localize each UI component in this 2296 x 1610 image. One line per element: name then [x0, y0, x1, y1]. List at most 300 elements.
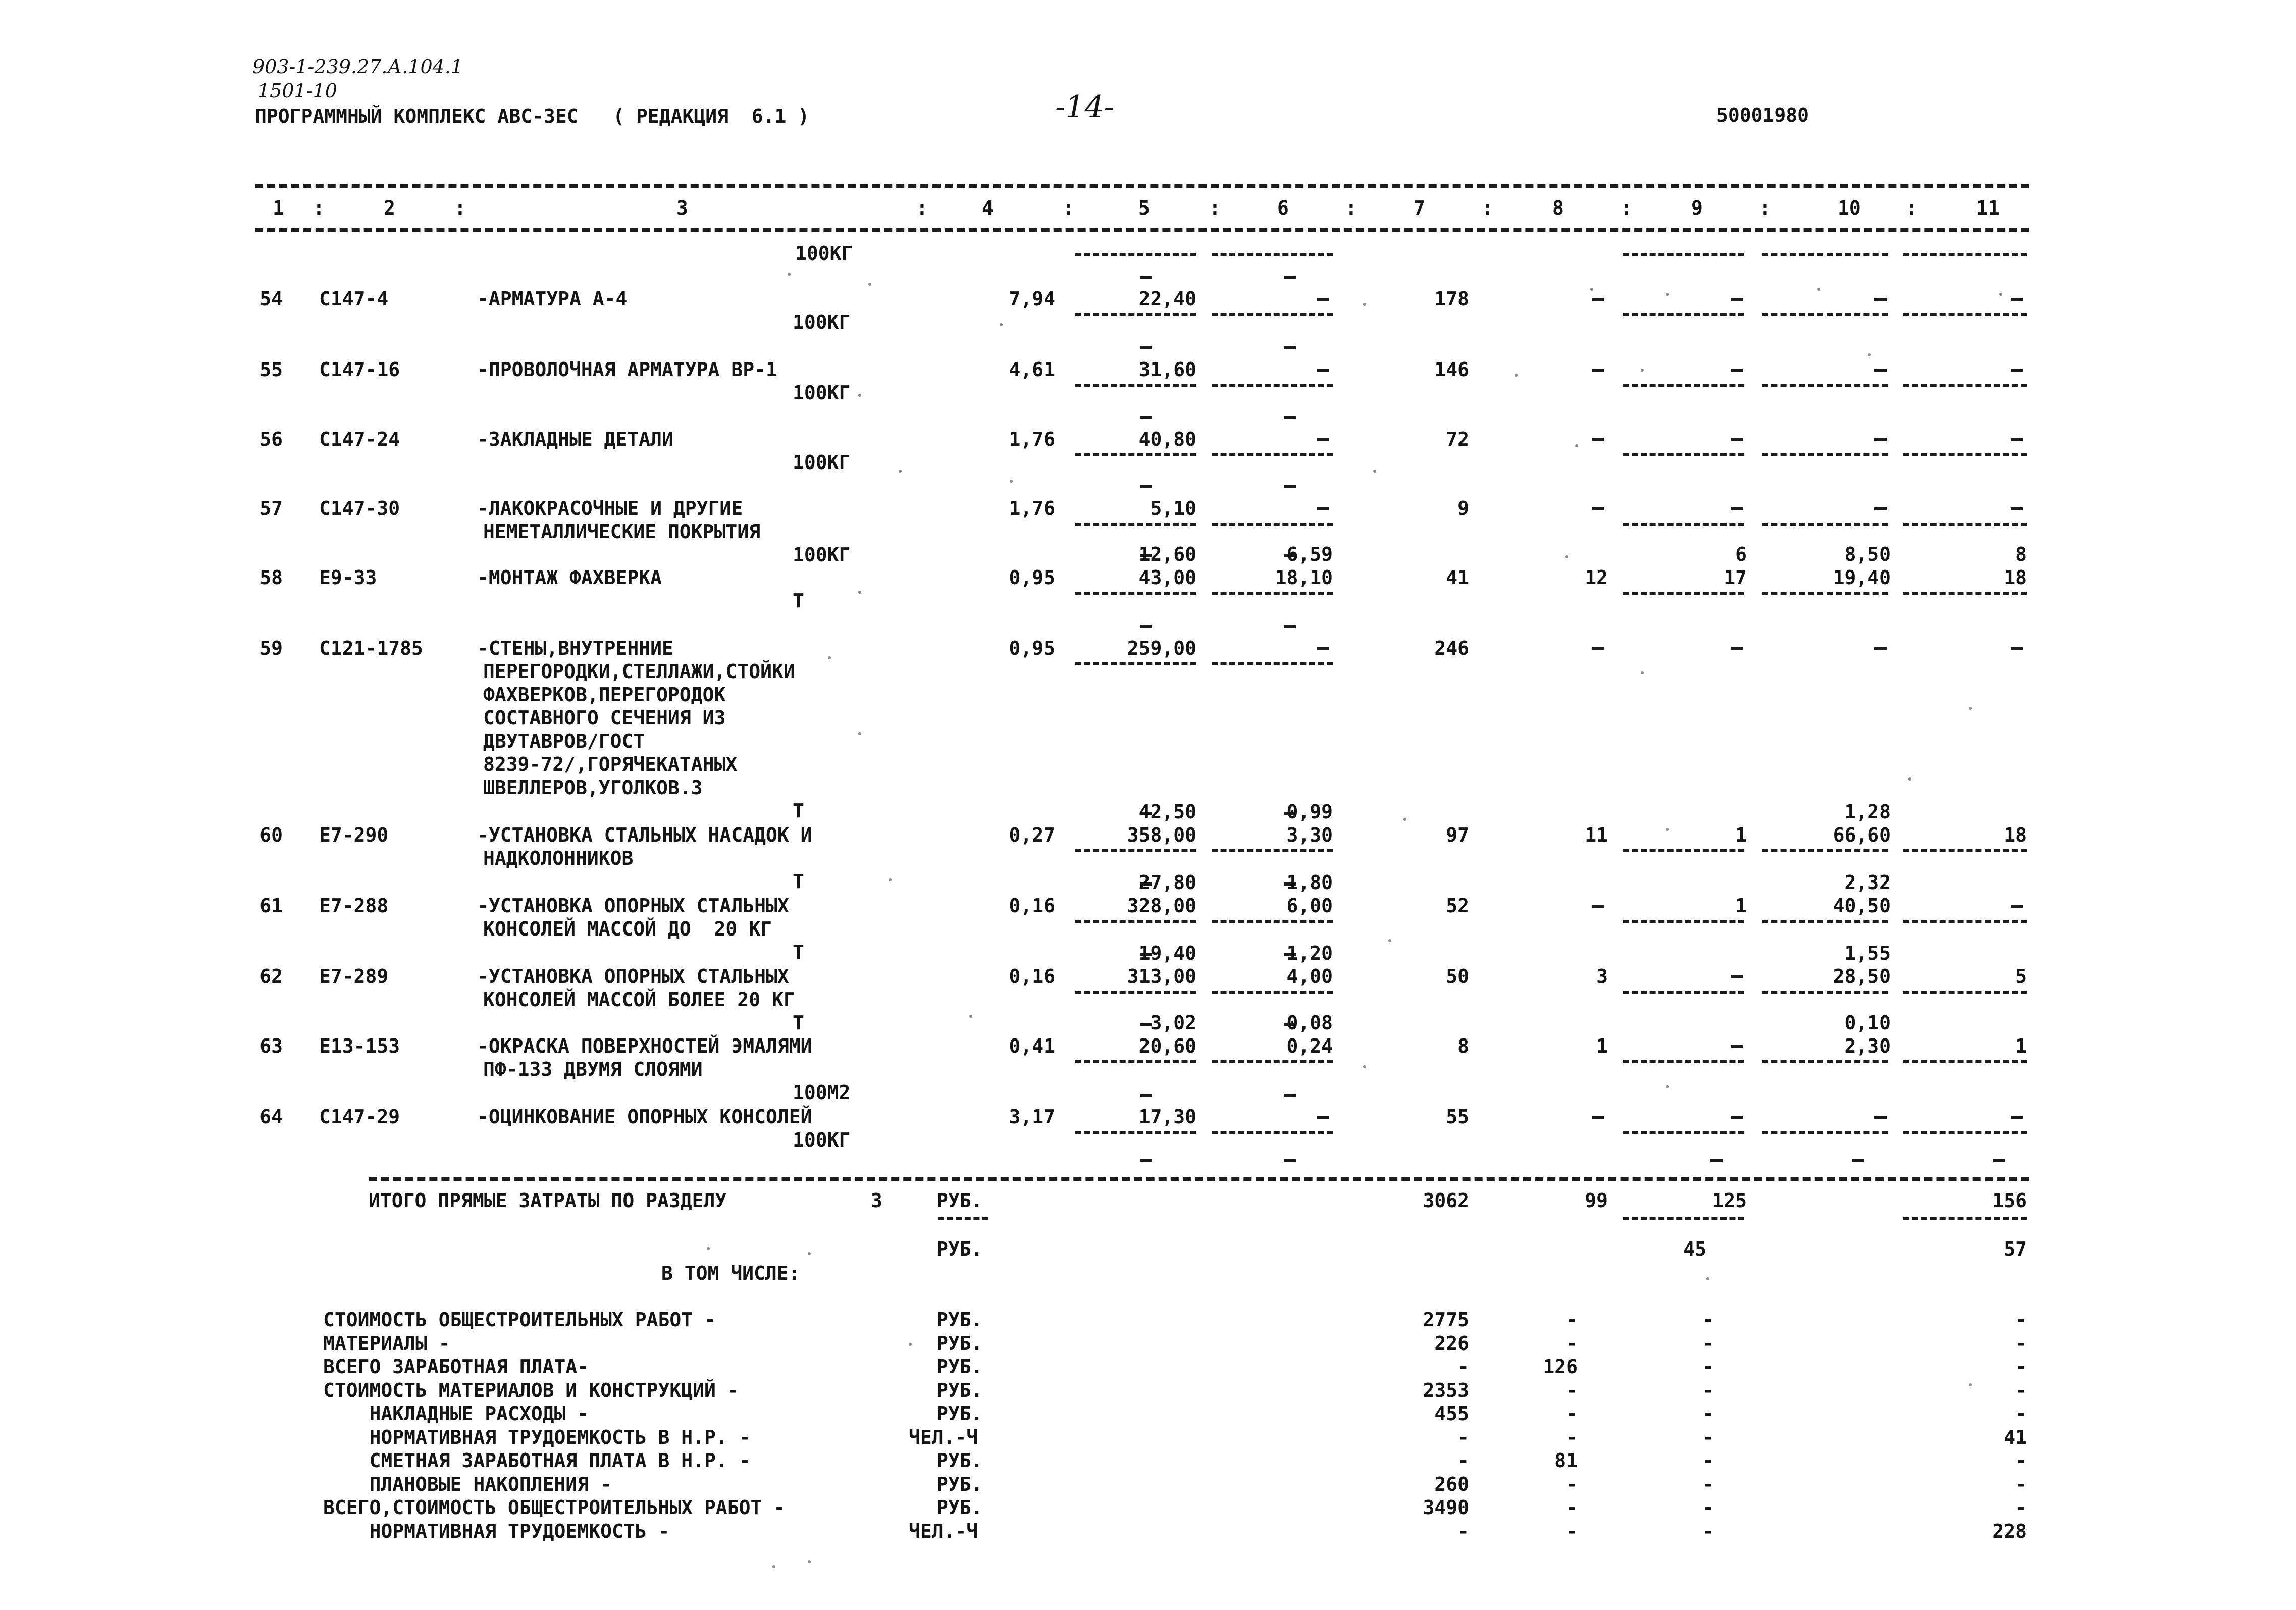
row-number: 64 — [259, 1106, 283, 1128]
totals-c7: 3062 — [1423, 1189, 1469, 1212]
cell-c8: 11 — [1585, 824, 1608, 846]
cell-c7: 246 — [1434, 637, 1469, 659]
value-rule — [1212, 849, 1333, 852]
column-header-9: 9 — [1691, 197, 1703, 219]
breakdown-c9: - — [1702, 1426, 1714, 1448]
cell-c8: 3 — [1596, 965, 1608, 988]
row-description: КОНСОЛЕЙ МАССОЙ ДО 20 КГ — [483, 918, 772, 940]
value-rule — [1623, 253, 1744, 256]
value-rule — [1903, 592, 2027, 595]
value-rule — [1623, 523, 1744, 526]
scan-speck — [1565, 555, 1568, 558]
value-rule — [1212, 1060, 1333, 1063]
unit-label: 100КГ — [793, 382, 851, 404]
scan-speck — [1969, 707, 1972, 710]
scan-speck — [858, 732, 861, 735]
cell-sub-c10: 1,28 — [1844, 801, 1891, 823]
column-separator: : — [1482, 197, 1493, 219]
including-heading: В ТОМ ЧИСЛЕ: — [661, 1262, 800, 1284]
row-description: КОНСОЛЕЙ МАССОЙ БОЛЕЕ 20 КГ — [483, 989, 795, 1011]
column-header-2: 2 — [384, 197, 395, 219]
cell-c11: 18 — [2004, 824, 2027, 846]
cell-sub-c6: 0,08 — [1286, 1012, 1333, 1034]
dash-mark — [1140, 1094, 1152, 1097]
value-rule — [1903, 453, 2027, 456]
value-rule — [1903, 313, 2027, 316]
value-rule — [1903, 920, 2027, 923]
breakdown-unit: РУБ. — [936, 1496, 983, 1519]
value-rule — [1903, 1131, 2027, 1134]
cell-c4: 0,27 — [1009, 824, 1055, 846]
value-rule — [1212, 991, 1333, 994]
cell-c5: 313,00 — [1127, 965, 1196, 988]
row-description: ПФ-133 ДВУМЯ СЛОЯМИ — [483, 1058, 703, 1080]
value-rule — [1075, 1131, 1196, 1134]
value-rule — [1762, 384, 1888, 387]
dash-mark — [1140, 625, 1152, 628]
scan-speck — [899, 470, 902, 473]
breakdown-c8: - — [1566, 1332, 1578, 1355]
dash-mark — [1284, 1094, 1296, 1097]
scan-speck — [1666, 293, 1669, 296]
row-number: 59 — [259, 637, 283, 659]
row-number: 58 — [259, 566, 283, 589]
row-number: 62 — [259, 965, 283, 988]
cell-c4: 0,41 — [1009, 1035, 1055, 1057]
cell-c8: 1 — [1596, 1035, 1608, 1057]
value-rule — [1623, 849, 1744, 852]
cell-sub-c5: 27,80 — [1138, 871, 1196, 894]
scan-speck — [1000, 323, 1003, 326]
cell-c6: 3,30 — [1286, 824, 1333, 846]
row-description: -СТЕНЫ,ВНУТРЕННИЕ — [477, 637, 673, 659]
breakdown-c11: - — [2015, 1403, 2027, 1425]
column-header-6: 6 — [1277, 197, 1289, 219]
breakdown-c8: - — [1566, 1403, 1578, 1425]
row-description: -АРМАТУРА А-4 — [477, 288, 628, 310]
totals-sub-unit: РУБ. — [936, 1238, 983, 1260]
dash-mark — [1140, 276, 1152, 279]
cell-c4: 1,76 — [1009, 428, 1055, 450]
scan-speck — [1641, 369, 1644, 372]
scan-speck — [1868, 353, 1871, 356]
breakdown-c7: 260 — [1434, 1473, 1469, 1495]
cell-sub-c6: 1,20 — [1286, 942, 1333, 964]
column-header-1: 1 — [273, 197, 284, 219]
breakdown-unit: РУБ. — [936, 1379, 983, 1401]
value-rule — [1623, 313, 1744, 316]
column-header-4: 4 — [982, 197, 994, 219]
dash-mark — [1284, 346, 1296, 349]
cell-sub-c6: 6,59 — [1286, 543, 1333, 565]
value-rule — [1903, 523, 2027, 526]
scan-speck — [1666, 828, 1669, 831]
cell-c5: 259,00 — [1127, 637, 1196, 659]
breakdown-label: СТОИМОСТЬ ОБЩЕСТРОИТЕЛЬНЫХ РАБОТ - — [323, 1309, 716, 1331]
totals-c8: 99 — [1585, 1189, 1608, 1212]
value-rule — [1075, 991, 1196, 994]
breakdown-c8: - — [1566, 1496, 1578, 1519]
row-number: 57 — [259, 497, 283, 520]
empty-cell-dash — [2011, 905, 2023, 908]
breakdown-unit: РУБ. — [936, 1403, 983, 1425]
breakdown-c8: - — [1566, 1426, 1578, 1448]
value-rule — [1075, 313, 1196, 316]
row-number: 61 — [259, 895, 283, 917]
breakdown-label: НОРМАТИВНАЯ ТРУДОЕМКОСТЬ - — [323, 1520, 670, 1542]
cell-sub-c11: 8 — [2015, 543, 2027, 565]
scan-speck — [858, 591, 861, 594]
breakdown-unit: РУБ. — [936, 1332, 983, 1355]
breakdown-label: ПЛАНОВЫЕ НАКОПЛЕНИЯ - — [323, 1473, 612, 1495]
value-rule — [1075, 1060, 1196, 1063]
column-separator: : — [1621, 197, 1632, 219]
column-header-11: 11 — [1976, 197, 2000, 219]
value-rule — [1212, 920, 1333, 923]
totals-sub-c11: 57 — [2004, 1238, 2027, 1260]
cell-c4: 0,95 — [1009, 566, 1055, 589]
breakdown-unit: ЧЕЛ.-Ч — [909, 1520, 978, 1542]
totals-section-number: 3 — [871, 1189, 882, 1212]
cell-c11: 18 — [2004, 566, 2027, 589]
empty-cell-dash — [1317, 369, 1329, 372]
empty-cell-dash — [2011, 369, 2023, 372]
empty-cell-dash — [2011, 647, 2023, 650]
cell-c11: 1 — [2015, 1035, 2027, 1057]
empty-cell-dash — [1592, 369, 1604, 372]
breakdown-c8: 126 — [1543, 1356, 1578, 1378]
row-code: С147-16 — [319, 358, 400, 381]
value-rule — [1623, 384, 1744, 387]
handwritten-sheet-code: 1501-10 — [257, 80, 337, 102]
empty-cell-dash — [1731, 298, 1743, 301]
scan-speck — [1641, 671, 1644, 674]
scan-speck — [858, 394, 861, 397]
breakdown-c11: 41 — [2004, 1426, 2027, 1448]
cell-c9: 1 — [1735, 895, 1747, 917]
row-description: -ЛАКОКРАСОЧНЫЕ И ДРУГИЕ — [477, 497, 743, 520]
column-separator: : — [454, 197, 466, 219]
value-rule — [1762, 313, 1888, 316]
empty-cell-dash — [1317, 1116, 1329, 1119]
scan-speck — [1969, 1383, 1972, 1386]
scan-speck — [1706, 1277, 1709, 1280]
unit-label: 100КГ — [793, 544, 851, 566]
cell-c5: 5,10 — [1150, 497, 1196, 520]
row-code: Е9-33 — [319, 566, 377, 589]
value-rule — [1762, 1060, 1888, 1063]
empty-cell-dash — [1731, 507, 1743, 510]
value-rule — [1075, 523, 1196, 526]
cell-c7: 97 — [1446, 824, 1469, 846]
scan-speck — [1908, 777, 1911, 781]
row-code: С147-4 — [319, 288, 389, 310]
cell-c4: 3,17 — [1009, 1106, 1055, 1128]
empty-cell-dash — [1592, 438, 1604, 441]
empty-cell-dash — [1731, 647, 1743, 650]
empty-cell-dash — [1874, 369, 1887, 372]
row-description: НЕМЕТАЛЛИЧЕСКИЕ ПОКРЫТИЯ — [483, 521, 761, 543]
totals-rule — [369, 1177, 2029, 1181]
cell-c7: 146 — [1434, 358, 1469, 381]
row-number: 54 — [259, 288, 283, 310]
breakdown-c9: - — [1702, 1449, 1714, 1472]
cell-c4: 0,16 — [1009, 895, 1055, 917]
row-description: -МОНТАЖ ФАХВЕРКА — [477, 566, 662, 589]
breakdown-c11: 228 — [1992, 1520, 2027, 1542]
row-description: -ОКРАСКА ПОВЕРХНОСТЕЙ ЭМАЛЯМИ — [477, 1035, 812, 1057]
value-rule — [1762, 453, 1888, 456]
empty-cell-dash — [1592, 905, 1604, 908]
breakdown-label: НОРМАТИВНАЯ ТРУДОЕМКОСТЬ В Н.Р. - — [323, 1426, 751, 1448]
breakdown-c8: - — [1566, 1520, 1578, 1542]
value-rule — [1075, 920, 1196, 923]
column-separator: : — [1906, 197, 1917, 219]
cell-sub-c5: 12,60 — [1138, 543, 1196, 565]
scan-speck — [868, 283, 871, 286]
cell-c7: 55 — [1446, 1106, 1469, 1128]
breakdown-c7: 3490 — [1423, 1496, 1469, 1519]
value-rule — [1762, 991, 1888, 994]
row-description: НАДКОЛОННИКОВ — [483, 847, 634, 869]
breakdown-label: ВСЕГО,СТОИМОСТЬ ОБЩЕСТРОИТЕЛЬНЫХ РАБОТ - — [323, 1496, 786, 1519]
cell-sub-c5: 3,02 — [1150, 1012, 1196, 1034]
breakdown-c8: - — [1566, 1309, 1578, 1331]
value-rule — [1762, 1131, 1888, 1134]
scan-speck — [808, 1560, 811, 1563]
cell-c6: 18,10 — [1275, 566, 1333, 589]
value-rule — [1623, 1217, 1744, 1220]
cell-sub-c5: 42,50 — [1138, 801, 1196, 823]
totals-sub-c9: 45 — [1683, 1238, 1706, 1260]
empty-cell-dash — [1317, 438, 1329, 441]
row-description: СОСТАВНОГО СЕЧЕНИЯ ИЗ — [483, 707, 726, 729]
row-code: Е13-153 — [319, 1035, 400, 1057]
unit-label: Т — [793, 1012, 804, 1034]
dash-mark — [1710, 1159, 1723, 1162]
breakdown-label: СТОИМОСТЬ МАТЕРИАЛОВ И КОНСТРУКЦИЙ - — [323, 1379, 739, 1401]
breakdown-unit: РУБ. — [936, 1356, 983, 1378]
breakdown-c11: - — [2015, 1449, 2027, 1472]
empty-cell-dash — [1731, 1045, 1743, 1048]
cell-c6: 6,00 — [1286, 895, 1333, 917]
scan-speck — [772, 1565, 775, 1568]
dash-mark — [1284, 625, 1296, 628]
cell-sub-c10: 8,50 — [1844, 543, 1891, 565]
scan-speck — [969, 1015, 972, 1018]
breakdown-c7: 2353 — [1423, 1379, 1469, 1401]
value-rule — [1212, 523, 1333, 526]
scan-speck — [808, 1252, 811, 1255]
unit-label: 100М2 — [793, 1081, 851, 1104]
value-rule — [1212, 384, 1333, 387]
scan-speck — [1575, 444, 1578, 447]
cell-c10: 66,60 — [1833, 824, 1891, 846]
cell-c4: 7,94 — [1009, 288, 1055, 310]
cell-sub-c5: 19,40 — [1138, 942, 1196, 964]
cell-sub-c6: 0,99 — [1286, 801, 1333, 823]
empty-cell-dash — [1592, 647, 1604, 650]
value-rule — [1762, 253, 1888, 256]
breakdown-label: ВСЕГО ЗАРАБОТНАЯ ПЛАТА- — [323, 1356, 589, 1378]
column-separator: : — [1345, 197, 1357, 219]
row-description: -УСТАНОВКА ОПОРНЫХ СТАЛЬНЫХ — [477, 895, 789, 917]
cell-c4: 0,16 — [1009, 965, 1055, 988]
dash-mark — [1993, 1159, 2005, 1162]
value-rule — [1903, 384, 2027, 387]
cell-c5: 22,40 — [1138, 288, 1196, 310]
empty-cell-dash — [1317, 507, 1329, 510]
value-rule — [1075, 453, 1196, 456]
cell-c7: 52 — [1446, 895, 1469, 917]
cell-c4: 0,95 — [1009, 637, 1055, 659]
value-rule — [1212, 453, 1333, 456]
column-header-3: 3 — [676, 197, 688, 219]
value-rule — [1903, 253, 2027, 256]
breakdown-unit: РУБ. — [936, 1473, 983, 1495]
row-description: ШВЕЛЛЕРОВ,УГОЛКОВ.3 — [483, 776, 703, 799]
cell-sub-c10: 0,10 — [1844, 1012, 1891, 1034]
breakdown-c11: - — [2015, 1332, 2027, 1355]
scan-speck — [1515, 374, 1518, 377]
cell-c10: 19,40 — [1833, 566, 1891, 589]
breakdown-c8: 81 — [1554, 1449, 1578, 1472]
cell-c10: 28,50 — [1833, 965, 1891, 988]
breakdown-c7: 455 — [1434, 1403, 1469, 1425]
cell-c4: 4,61 — [1009, 358, 1055, 381]
column-header-7: 7 — [1414, 197, 1425, 219]
value-rule — [1762, 920, 1888, 923]
scan-speck — [707, 1247, 710, 1250]
value-rule — [1075, 849, 1196, 852]
value-rule — [1623, 453, 1744, 456]
header-bottom-rule — [255, 228, 2029, 232]
cell-c7: 9 — [1457, 497, 1469, 520]
breakdown-c7: - — [1457, 1356, 1469, 1378]
empty-cell-dash — [1731, 438, 1743, 441]
value-rule — [1212, 253, 1333, 256]
value-rule — [1212, 313, 1333, 316]
value-rule — [938, 1217, 988, 1220]
scan-speck — [1010, 480, 1013, 483]
row-number: 55 — [259, 358, 283, 381]
value-rule — [1762, 849, 1888, 852]
cell-c10: 2,30 — [1844, 1035, 1891, 1057]
scan-speck — [1590, 288, 1593, 291]
column-header-5: 5 — [1138, 197, 1150, 219]
row-description: -ПРОВОЛОЧНАЯ АРМАТУРА ВР-1 — [477, 358, 777, 381]
cell-c5: 358,00 — [1127, 824, 1196, 846]
scan-speck — [1817, 288, 1820, 291]
dash-mark — [1284, 1159, 1296, 1162]
empty-cell-dash — [1731, 369, 1743, 372]
empty-cell-dash — [1317, 298, 1329, 301]
cell-c7: 72 — [1446, 428, 1469, 450]
breakdown-label: СМЕТНАЯ ЗАРАБОТНАЯ ПЛАТА В Н.Р. - — [323, 1449, 751, 1472]
unit-label: Т — [793, 870, 804, 893]
column-separator: : — [313, 197, 325, 219]
empty-cell-dash — [1874, 1116, 1887, 1119]
dash-mark — [1852, 1159, 1864, 1162]
cell-c5: 31,60 — [1138, 358, 1196, 381]
value-rule — [1212, 592, 1333, 595]
value-rule — [1903, 1217, 2027, 1220]
breakdown-label: МАТЕРИАЛЫ - — [323, 1332, 450, 1355]
empty-cell-dash — [1874, 298, 1887, 301]
value-rule — [1623, 592, 1744, 595]
scan-speck — [788, 273, 791, 276]
dash-mark — [1140, 416, 1152, 419]
value-rule — [1212, 662, 1333, 665]
program-title: ПРОГРАММНЫЙ КОМПЛЕКС АВС-3ЕС ( РЕДАКЦИЯ 6.1 ) — [255, 105, 810, 127]
row-description: ДВУТАВРОВ/ГОСТ — [483, 730, 645, 752]
breakdown-c8: - — [1566, 1379, 1578, 1401]
scan-speck — [1403, 818, 1406, 821]
row-code: Е7-289 — [319, 965, 389, 988]
unit-label: 100КГ — [793, 311, 851, 333]
empty-cell-dash — [1874, 647, 1887, 650]
empty-cell-dash — [1592, 298, 1604, 301]
breakdown-c8: - — [1566, 1473, 1578, 1495]
cell-sub-c10: 2,32 — [1844, 871, 1891, 894]
row-code: Е7-288 — [319, 895, 389, 917]
breakdown-c7: - — [1457, 1449, 1469, 1472]
unit-label: Т — [793, 590, 804, 612]
table-top-rule — [255, 184, 2029, 188]
breakdown-c11: - — [2015, 1379, 2027, 1401]
breakdown-c9: - — [1702, 1403, 1714, 1425]
page-number: -14- — [1055, 89, 1114, 125]
value-rule — [1903, 1060, 2027, 1063]
cell-c7: 41 — [1446, 566, 1469, 589]
empty-cell-dash — [2011, 1116, 2023, 1119]
breakdown-c9: - — [1702, 1332, 1714, 1355]
totals-c9: 125 — [1712, 1189, 1747, 1212]
value-rule — [1075, 384, 1196, 387]
row-number: 56 — [259, 428, 283, 450]
cell-c6: 4,00 — [1286, 965, 1333, 988]
row-description: 8239-72/,ГОРЯЧЕКАТАНЫХ — [483, 753, 738, 775]
unit-label: Т — [793, 800, 804, 822]
document-code: 50001980 — [1716, 104, 1809, 126]
column-separator: : — [1063, 197, 1074, 219]
column-separator: : — [1759, 197, 1771, 219]
scan-speck — [1388, 939, 1391, 942]
cell-c5: 43,00 — [1138, 566, 1196, 589]
cell-c9: 17 — [1724, 566, 1747, 589]
dash-mark — [1284, 416, 1296, 419]
value-rule — [1623, 1060, 1744, 1063]
column-separator: : — [1209, 197, 1221, 219]
empty-cell-dash — [2011, 438, 2023, 441]
breakdown-c9: - — [1702, 1496, 1714, 1519]
cell-sub-c10: 1,55 — [1844, 942, 1891, 964]
dash-mark — [1284, 276, 1296, 279]
cell-c5: 328,00 — [1127, 895, 1196, 917]
empty-cell-dash — [1317, 647, 1329, 650]
empty-cell-dash — [1874, 507, 1887, 510]
value-rule — [1903, 991, 2027, 994]
scan-speck — [828, 656, 831, 659]
value-rule — [1075, 592, 1196, 595]
scan-speck — [1363, 1065, 1366, 1068]
row-description: -ОЦИНКОВАНИЕ ОПОРНЫХ КОНСОЛЕЙ — [477, 1106, 812, 1128]
row-code: С147-30 — [319, 497, 400, 520]
column-header-10: 10 — [1838, 197, 1861, 219]
totals-unit: РУБ. — [936, 1189, 983, 1212]
breakdown-c9: - — [1702, 1356, 1714, 1378]
empty-cell-dash — [2011, 298, 2023, 301]
